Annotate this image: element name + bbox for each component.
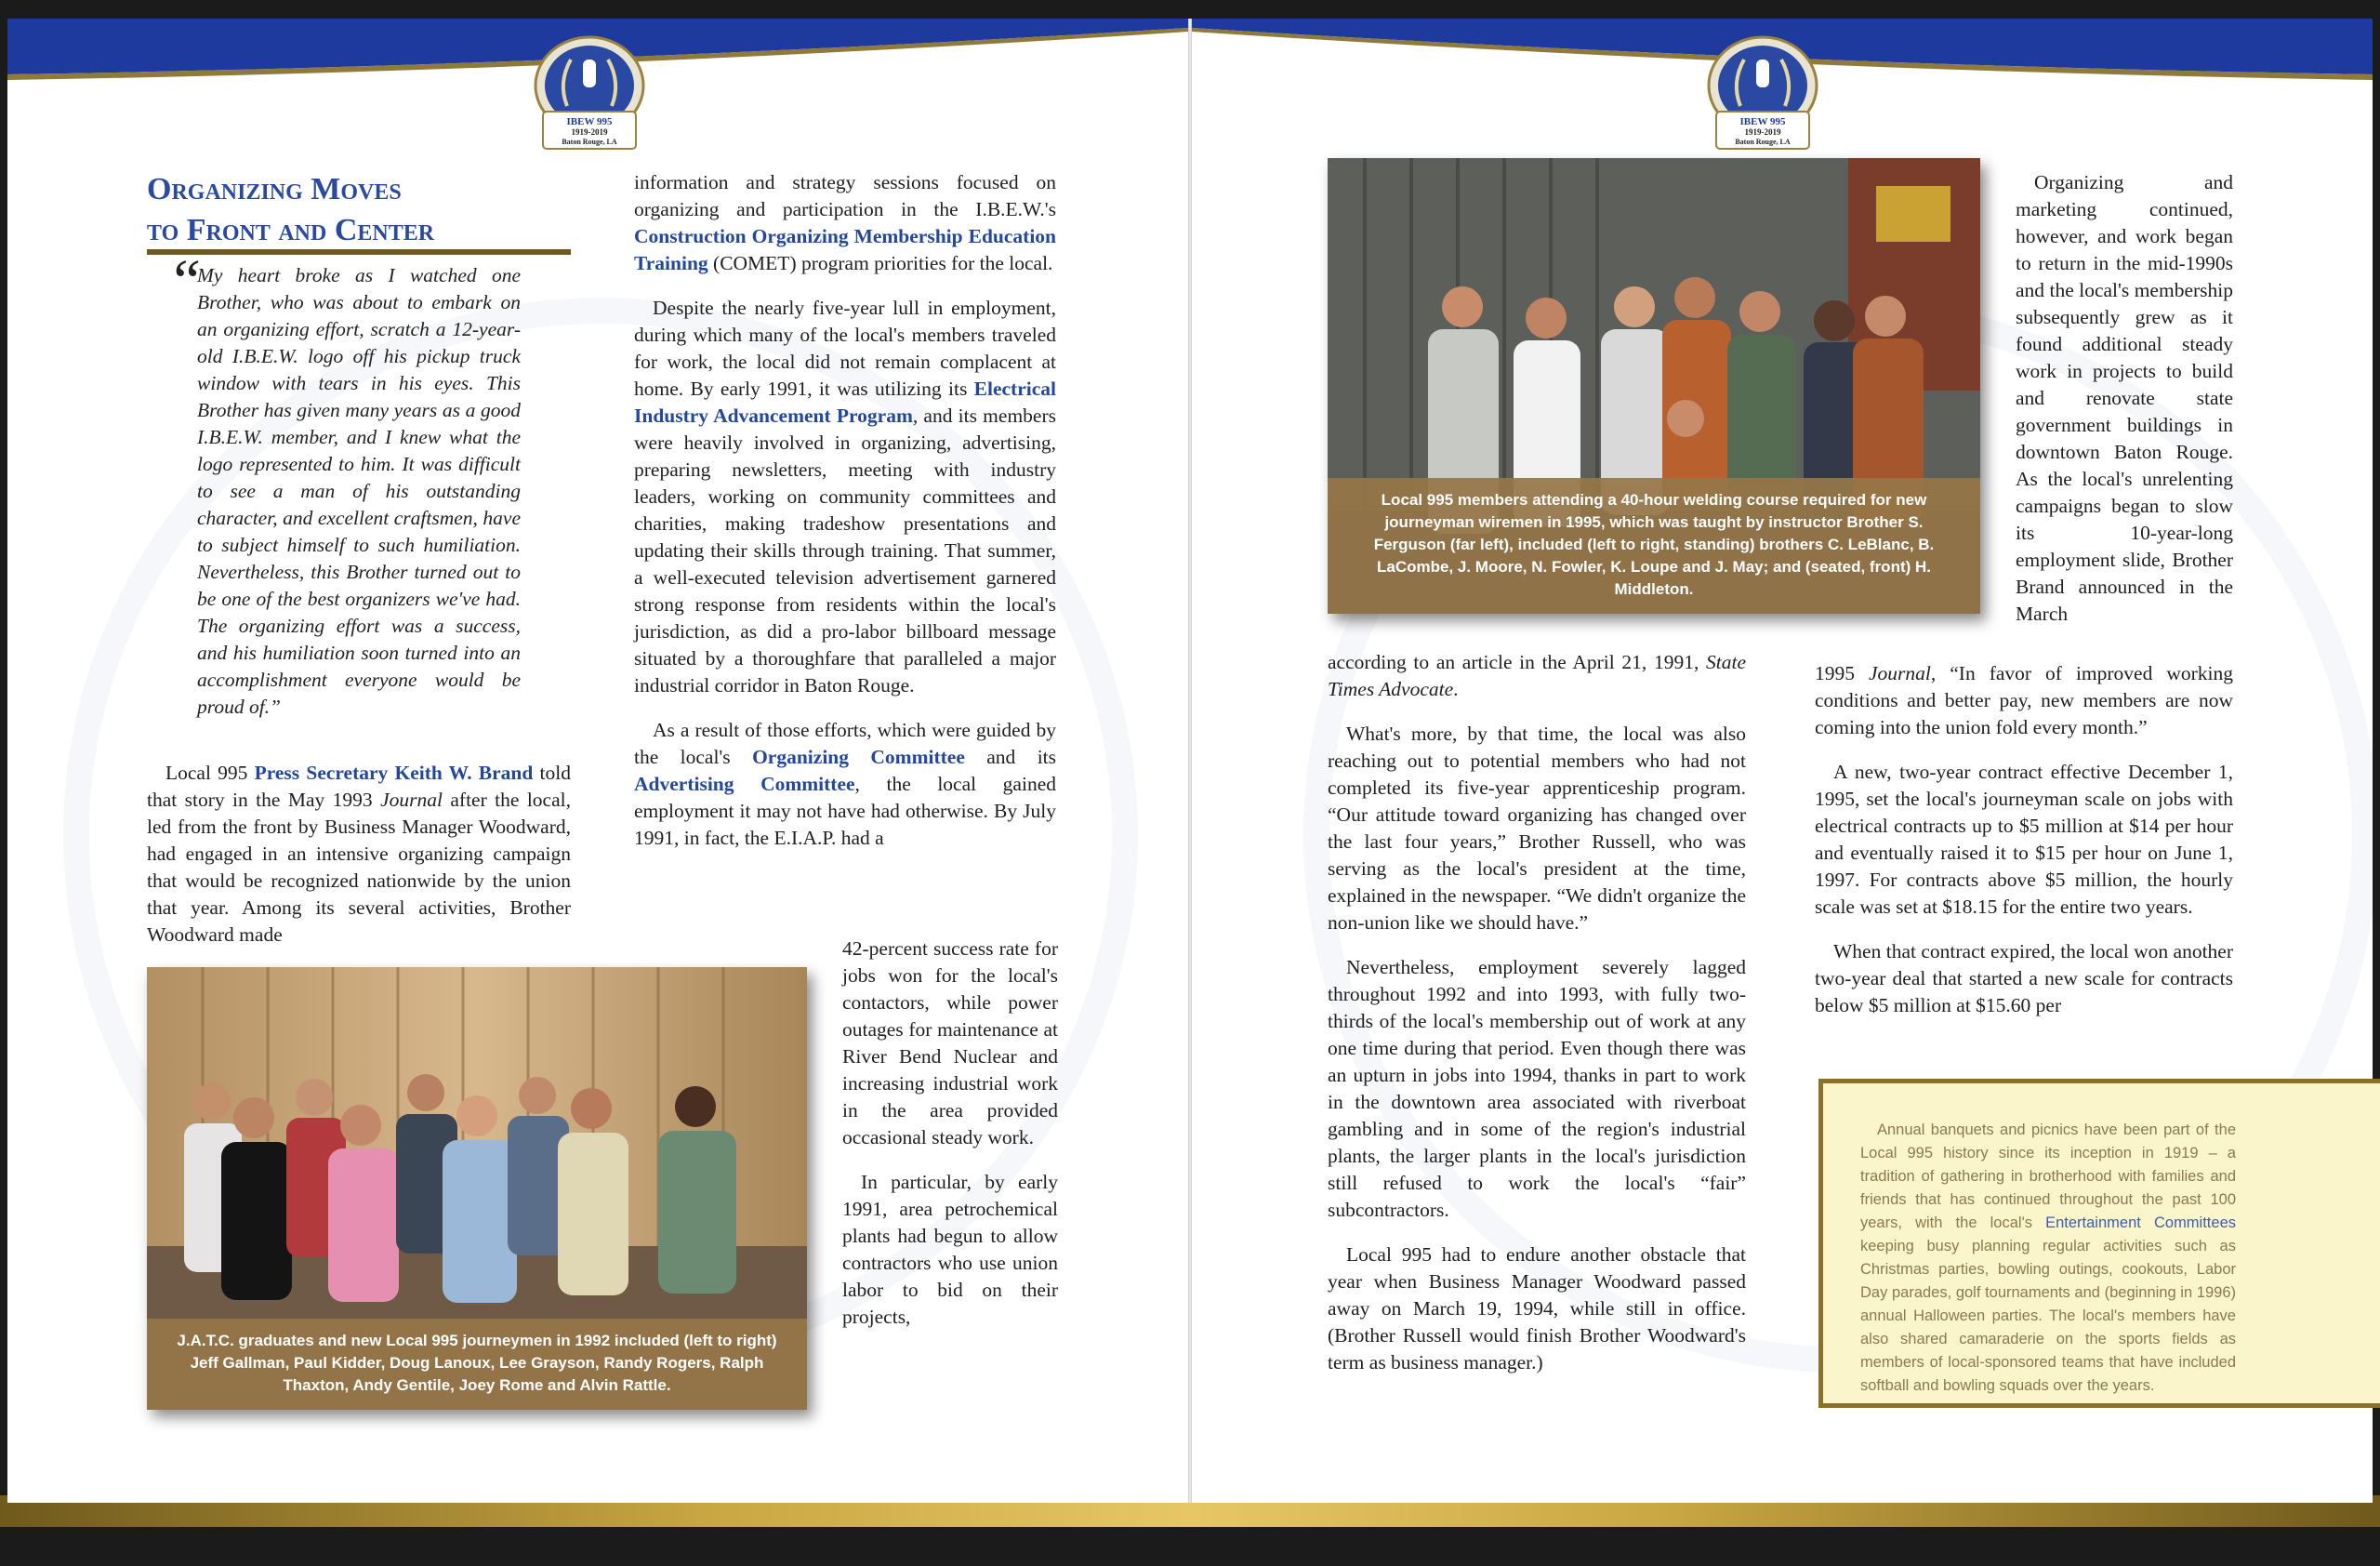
journal-title: Journal [1869,662,1931,684]
emblem-years: 1919-2019 [571,127,608,137]
heading-rule [147,249,571,255]
right-column-1-text [1328,649,1746,1394]
text-run: according to an article in the April 21, 1991, [1328,651,1706,673]
journal-title: Journal [380,789,443,811]
newspaper-title: State Times Advocate [1328,651,1746,700]
paragraph: Organizing and marketing continued, however, and work began to return in the mid-1990s and the local's membership subsequently grew as it found additional steady work in projects to build and renovate state government buildings in downtown Baton Rouge. As the local's unrelenting campaigns began to slow its 10-year-long employment slide, Brother Brand announced in the March [2016,171,2233,625]
right-column-2-text [1815,660,2233,1037]
welding-course-photo [1328,158,1980,614]
emblem-location: Baton Rouge, LA [562,138,617,146]
paragraph [634,169,1056,277]
text-run: . [1453,678,1459,700]
press-secretary-link[interactable]: Press Secretary Keith W. Brand [254,762,534,784]
sidebar-text [1860,1119,2236,1398]
left-column-1-text [147,760,571,966]
paragraph [634,295,1056,699]
organizing-committee-link[interactable]: Organizing Committee [752,746,965,768]
comet-program-link[interactable]: Construction Organizing Membership Education Training [634,225,1056,274]
text-run: , the local gained employment it may not have had otherwise. By July 1991, in fact, the E.I.A.P. had a [634,773,1056,849]
ibew-emblem-icon [530,32,649,158]
heading-line-1: Organizing Moves [147,172,402,206]
paragraph: What's more, by that time, the local was also reaching out to potential members who had not completed its five-year apprenticeship program. “Our attitude toward organizing has changed over the last four years,” Brother Russell, who was serving as the local's president at the time, explained in the newspaper. “We didn't organize the non-union like we should have.” [1328,723,1746,934]
photo-caption: Local 995 members attending a 40-hour welding course required for new journeyman wiremen in 1995, which was taught by instructor Brother S. Ferguson (far left), included (left to right, standing) brothers C. LeBlanc, B. LaCombe, J. Moore, N. Fowler, K. Loupe and J. May; and (seated, front) H. Middleton. [1328,478,1980,614]
pull-quote: My heart broke as I watched one Brother, who was about to embark on an organizing effort, scratch a 12-year-old I.B.E.W. logo off his pickup truck window with tears in his eyes. This Brother has given many years as a good I.B.E.W. member, and I knew what the logo represented to him. It was difficult to see a man of his outstanding character, and excellent craftsmen, have to subject himself to such humiliation. Nevertheless, this Brother turned out to be one of the best organizers we've had. The organizing effort was a success, and his humiliation soon turned into an accomplishment everyone would be proud of.” [197,264,521,718]
paragraph: In particular, by early 1991, area petrochemical plants had begun to allow contractors who use union labor to bid on their projects, [842,1171,1058,1328]
quote-mark-icon: “ [167,247,202,315]
ibew-emblem-icon [1703,32,1822,158]
paragraph [1815,660,2233,741]
section-heading [147,169,571,251]
heading-line-2: to Front and Center [147,213,435,247]
paragraph: Local 995 had to endure another obstacle that year when Business Manager Woodward passed away on March 19, 1994, while still in office. (Brother Russell would finish Brother Woodward's term as business manager.) [1328,1243,1746,1374]
left-column-2-text [634,169,1056,869]
paragraph: A new, two-year contract effective December 1, 1995, set the local's journeyman scale on jobs with electrical contracts up to $5 million at $14 per hour and eventually raised it to $15 per hour on June 1, 1997. For contracts above $5 million, the hourly scale was set at $18.15 for the entire two years. [1815,761,2233,918]
text-run: , “In favor of improved working conditions and better pay, new members are now coming into the union fold every month.” [1815,662,2233,738]
photo-caption: J.A.T.C. graduates and new Local 995 journeymen in 1992 included (left to right) Jeff Gallman, Paul Kidder, Doug Lanoux, Lee Grayson, Randy Rogers, Ralph Thaxton, Andy Gentile, Joey Rome and Alvin Rattle. [147,1319,807,1410]
emblem-ribbon: IBEW 995 [566,116,613,127]
text-run: Local 995 [165,762,255,784]
text-run: keeping busy planning regular activities such as Christmas parties, bowling outings, cookouts, Labor Day parades, golf tournaments and (beginning in 1996) annual Halloween parties. The local's members have also shared camaraderie on the sports fields as members of local-sponsored teams that have included softball and bowling squads over the years. [1860,1238,2236,1394]
text-run: , and its members were heavily involved in organizing, advertising, preparing newsletters, meeting with industry leaders, working on community committees and charities, making tradeshow presentations and updating their skills through training. That summer, a well-executed television advertisement garnered strong response from residents within the local's jurisdiction, as did a pro-labor billboard message situated by a thoroughfare that paralleled a major industrial corridor in Baton Rouge. [634,405,1056,697]
paragraph: When that contract expired, the local won another two-year deal that started a new scale for contracts below $5 million at $15.60 per [1815,940,2233,1016]
paragraph [147,760,571,949]
paragraph [634,717,1056,852]
text-run: after the local, led from the front by Business Manager Woodward, had engaged in an intensive organizing campaign that would be recognized nationwide by the union that year. Among its several activities, Brother Woodward made [147,789,571,946]
paragraph: 42-percent success rate for jobs won for the local's contactors, while power outages for maintenance at River Bend Nuclear and increasing industrial work in the area provided occasional steady work. [842,937,1058,1148]
emblem-location: Baton Rouge, LA [1735,138,1791,146]
advertising-committee-link[interactable]: Advertising Committee [634,773,855,795]
paragraph [1328,649,1746,703]
left-column-3-text [842,936,1058,1348]
text-run: Annual banquets and picnics have been part of the Local 995 history since its inception in 1919 – a tradition of gathering in brotherhood with families and friends that has continued throughout the past 100 years, with the local's [1860,1121,2236,1231]
text-run: 1995 [1815,662,1869,684]
left-page [7,19,1188,1503]
emblem-years: 1919-2019 [1744,127,1781,137]
text-run: As a result of those efforts, which were guided by the local's [634,719,1056,768]
paragraph: Nevertheless, employment severely lagged throughout 1992 and into 1993, with fully two-thirds of the local's membership out of work at any one time during that period. Even though there was an upturn in jobs into 1994, thanks in part to work in the downtown area associated with riverboat gambling and in some of the region's industrial plants, the larger plants in the local's jurisdiction still refused to work the local's “fair” subcontractors. [1328,956,1746,1221]
text-run: (COMET) program priorities for the local. [707,252,1053,274]
entertainment-committees-link[interactable]: Entertainment Committees [2045,1214,2236,1231]
text-run: Despite the nearly five-year lull in employment, during which many of the local's members traveled for work, the local did not remain complacent at home. By early 1991, it was utilizing its [634,297,1056,400]
right-column-2-narrow-text [2016,169,2233,628]
emblem-ribbon: IBEW 995 [1739,116,1786,127]
entertainment-sidebar [1818,1079,2380,1408]
text-run: information and strategy sessions focused on organizing and participation in the I.B.E.W.'s [634,171,1056,220]
text-run: and its [964,746,1057,768]
eiap-link[interactable]: Electrical Industry Advancement Program [634,378,1056,427]
jatc-graduates-photo [147,967,807,1410]
text-run: told that story in the May 1993 [147,762,571,811]
